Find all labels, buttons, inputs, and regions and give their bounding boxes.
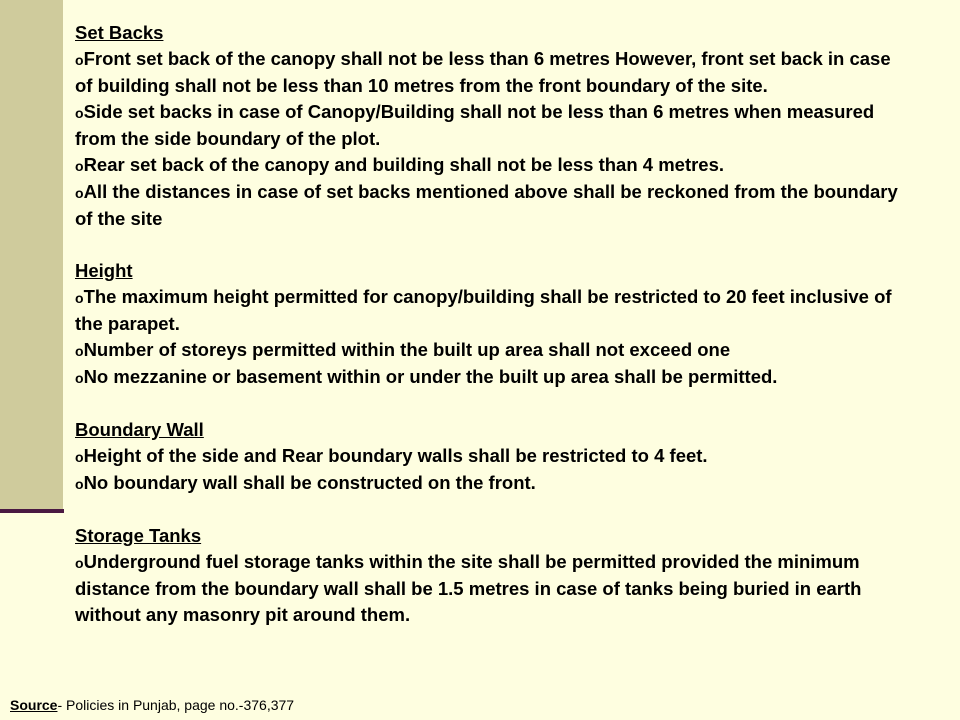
section-gap <box>75 497 905 523</box>
slide-content <box>75 20 905 628</box>
height-item-text: No mezzanine or basement within or under the built up area shall be permitted. <box>83 366 778 387</box>
bullet-icon: o <box>75 290 84 306</box>
setbacks-item-front <box>75 46 905 99</box>
setbacks-item-text: Rear set back of the canopy and building shall not be less than 4 metres. <box>83 154 725 175</box>
bullet-icon: o <box>75 476 84 492</box>
bullet-icon: o <box>75 52 84 68</box>
source-note <box>10 696 294 714</box>
setbacks-item-distances <box>75 179 905 232</box>
height-item-text: Number of storeys permitted within the built up area shall not exceed one <box>83 339 731 360</box>
bullet-icon: o <box>75 343 84 359</box>
section-gap <box>75 391 905 417</box>
side-band <box>0 0 63 510</box>
bullet-icon: o <box>75 185 84 201</box>
setbacks-item-text: All the distances in case of set backs mentioned above shall be reckoned from the boundary of the site <box>75 181 898 229</box>
storage-item-underground <box>75 549 905 628</box>
source-text: - Policies in Punjab, page no.-376,377 <box>57 697 295 713</box>
setbacks-item-rear <box>75 152 905 179</box>
setbacks-item-text: Side set backs in case of Canopy/Building shall not be less than 6 metres when measured from the side boundary of the plot. <box>75 101 875 149</box>
boundary-item-height <box>75 443 905 470</box>
bullet-icon: o <box>75 370 84 386</box>
boundary-item-front <box>75 470 905 497</box>
heading-set-backs: Set Backs <box>75 22 164 43</box>
boundary-item-text: No boundary wall shall be constructed on the front. <box>83 472 536 493</box>
source-label: Source <box>10 697 58 713</box>
setbacks-item-side <box>75 99 905 152</box>
setbacks-item-text: Front set back of the canopy shall not be less than 6 metres However, front set back in case of building shall not be less than 10 metres from the front boundary of the site. <box>75 48 891 96</box>
section-gap <box>75 232 905 258</box>
height-item-text: The maximum height permitted for canopy/building shall be restricted to 20 feet inclusive of the parapet. <box>75 286 892 334</box>
bullet-icon: o <box>75 158 84 174</box>
heading-storage-tanks: Storage Tanks <box>75 525 202 546</box>
heading-boundary-wall: Boundary Wall <box>75 419 204 440</box>
heading-height: Height <box>75 260 133 281</box>
height-item-storeys <box>75 337 905 364</box>
storage-item-text: Underground fuel storage tanks within the site shall be permitted provided the minimum distance from the boundary wall shall be 1.5 metres in case of tanks being buried in earth without any masonry pit around them. <box>75 551 862 625</box>
height-item-max <box>75 284 905 337</box>
boundary-item-text: Height of the side and Rear boundary walls shall be restricted to 4 feet. <box>83 445 708 466</box>
height-item-mezzanine <box>75 364 905 391</box>
bullet-icon: o <box>75 555 84 571</box>
bullet-icon: o <box>75 449 84 465</box>
side-rule <box>0 509 64 513</box>
bullet-icon: o <box>75 105 84 121</box>
